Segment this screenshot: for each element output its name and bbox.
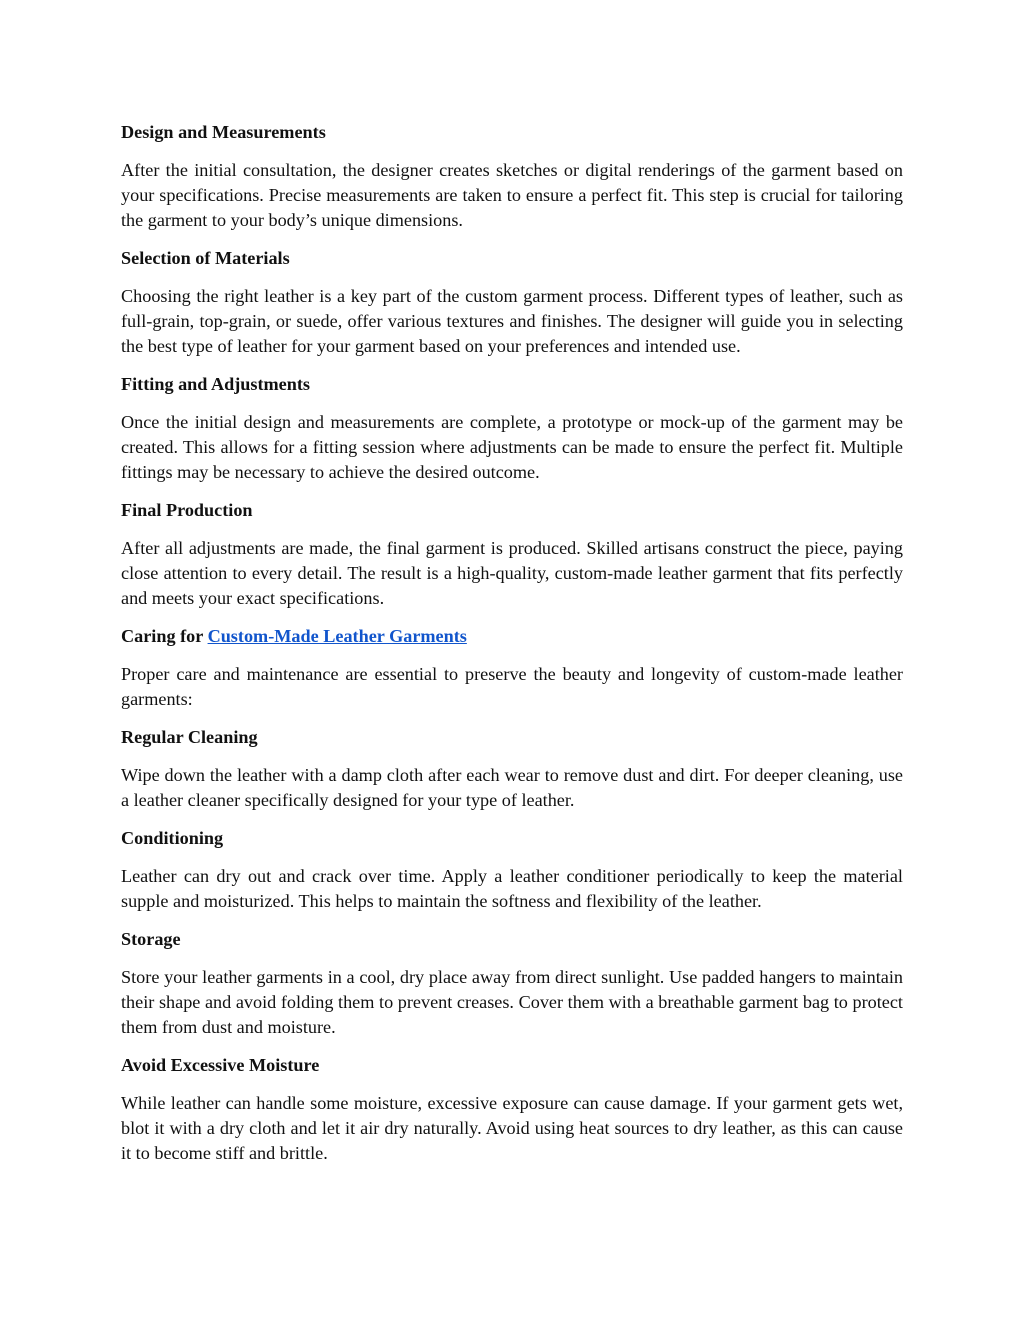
heading-regular-cleaning: Regular Cleaning <box>121 727 258 747</box>
heading-caring-prefix: Caring for <box>121 626 208 646</box>
paragraph-storage: Store your leather garments in a cool, dry place away from direct sunlight. Use padded hangers to maintain their shape and avoid folding them to prevent creases. Cover them with a breathable garment bag to protect them from dust and moisture. <box>121 967 903 1037</box>
heading-storage: Storage <box>121 929 181 949</box>
paragraph-avoid-excessive-moisture: While leather can handle some moisture, excessive exposure can cause damage. If your garment gets wet, blot it with a dry cloth and let it air dry naturally. Avoid using heat sources to dry leather, as this can cause it to become stiff and brittle. <box>121 1093 903 1163</box>
paragraph-caring-for: Proper care and maintenance are essential to preserve the beauty and longevity of custom-made leather garments: <box>121 664 903 709</box>
heading-fitting-and-adjustments: Fitting and Adjustments <box>121 374 310 394</box>
paragraph-final-production: After all adjustments are made, the final garment is produced. Skilled artisans construct the piece, paying close attention to every detail. The result is a high-quality, custom-made leather garment that fits perfectly and meets your exact specifications. <box>121 538 903 608</box>
heading-selection-of-materials: Selection of Materials <box>121 248 290 268</box>
heading-conditioning: Conditioning <box>121 828 224 848</box>
paragraph-fitting-and-adjustments: Once the initial design and measurements are complete, a prototype or mock-up of the garment may be created. This allows for a fitting session where adjustments can be made to ensure the perfect fit. Multiple fittings may be necessary to achieve the desired outcome. <box>121 412 903 482</box>
heading-final-production: Final Production <box>121 500 253 520</box>
heading-design-and-measurements: Design and Measurements <box>121 122 326 142</box>
paragraph-selection-of-materials: Choosing the right leather is a key part of the custom garment process. Different types of leather, such as full-grain, top-grain, or suede, offer various textures and finishes. The designer will guide you in selecting the best type of leather for your garment based on your preferences and intended use. <box>121 286 903 356</box>
heading-avoid-excessive-moisture: Avoid Excessive Moisture <box>121 1055 320 1075</box>
paragraph-design-and-measurements: After the initial consultation, the designer creates sketches or digital renderings of the garment based on your specifications. Precise measurements are taken to ensure a perfect fit. This step is crucial for tailoring the garment to your body’s unique dimensions. <box>121 160 903 230</box>
document-page <box>121 120 903 1179</box>
paragraph-conditioning: Leather can dry out and crack over time. Apply a leather conditioner periodically to keep the material supple and moisturized. This helps to maintain the softness and flexibility of the leather. <box>121 866 903 911</box>
heading-caring-for <box>121 624 903 649</box>
paragraph-regular-cleaning: Wipe down the leather with a damp cloth after each wear to remove dust and dirt. For deeper cleaning, use a leather cleaner specifically designed for your type of leather. <box>121 765 903 810</box>
custom-made-leather-garments-link[interactable]: Custom-Made Leather Garments <box>207 626 467 646</box>
